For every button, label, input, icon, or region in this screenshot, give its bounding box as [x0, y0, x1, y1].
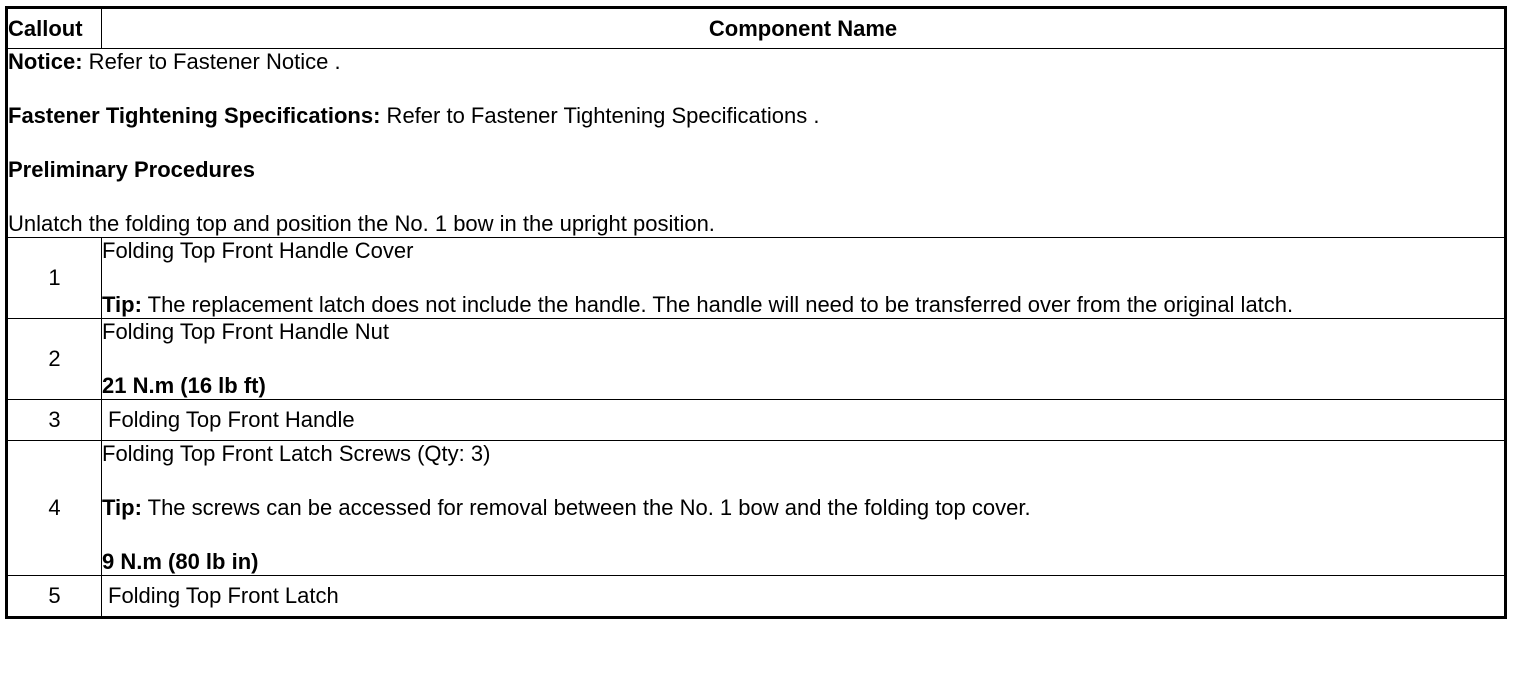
- callout-number: 2: [7, 319, 102, 400]
- torque-spec: 21 N.m (16 lb ft): [102, 373, 266, 398]
- torque-spec: 9 N.m (80 lb in): [102, 549, 259, 574]
- component-name: Folding Top Front Handle Cover: [102, 238, 414, 263]
- table-row: [7, 238, 1506, 319]
- table-row: [7, 319, 1506, 400]
- callout-number: 3: [7, 400, 102, 441]
- component-name: Folding Top Front Handle: [108, 407, 355, 432]
- component-name: Folding Top Front Handle Nut: [102, 319, 389, 344]
- component-table: [5, 6, 1507, 619]
- component-cell: [102, 576, 1506, 618]
- tip-label: Tip:: [102, 292, 142, 317]
- tip-text: The replacement latch does not include the handle. The handle will need to be transferred over from the original latch.: [141, 292, 1294, 317]
- preliminary-procedures-text: Unlatch the folding top and position the No. 1 bow in the upright position.: [8, 211, 715, 236]
- table-header-row: [7, 8, 1506, 49]
- table-row: [7, 441, 1506, 576]
- component-cell: [102, 319, 1506, 400]
- notice-label: Notice:: [8, 49, 83, 74]
- fastener-spec-label: Fastener Tightening Specifications:: [8, 103, 381, 128]
- fastener-spec-paragraph: [8, 103, 1504, 129]
- intro-cell: [7, 49, 1506, 238]
- component-name-column-header: Component Name: [102, 8, 1506, 49]
- component-name: Folding Top Front Latch: [108, 583, 339, 608]
- tip-paragraph: [102, 495, 1504, 521]
- tip-text: The screws can be accessed for removal between the No. 1 bow and the folding top cover.: [141, 495, 1031, 520]
- tip-label: Tip:: [102, 495, 142, 520]
- callout-number: 5: [7, 576, 102, 618]
- notice-text: Refer to Fastener Notice .: [82, 49, 341, 74]
- component-name: Folding Top Front Latch Screws (Qty: 3): [102, 441, 491, 466]
- preliminary-procedures-heading: Preliminary Procedures: [8, 157, 256, 182]
- fastener-spec-text: Refer to Fastener Tightening Specifications .: [380, 103, 820, 128]
- callout-number: 1: [7, 238, 102, 319]
- table-row: [7, 576, 1506, 618]
- intro-row: [7, 49, 1506, 238]
- callout-column-header: Callout: [7, 8, 102, 49]
- component-cell: [102, 441, 1506, 576]
- component-cell: [102, 238, 1506, 319]
- tip-paragraph: [102, 292, 1504, 318]
- notice-paragraph: [8, 49, 1504, 75]
- component-cell: [102, 400, 1506, 441]
- callout-number: 4: [7, 441, 102, 576]
- table-row: [7, 400, 1506, 441]
